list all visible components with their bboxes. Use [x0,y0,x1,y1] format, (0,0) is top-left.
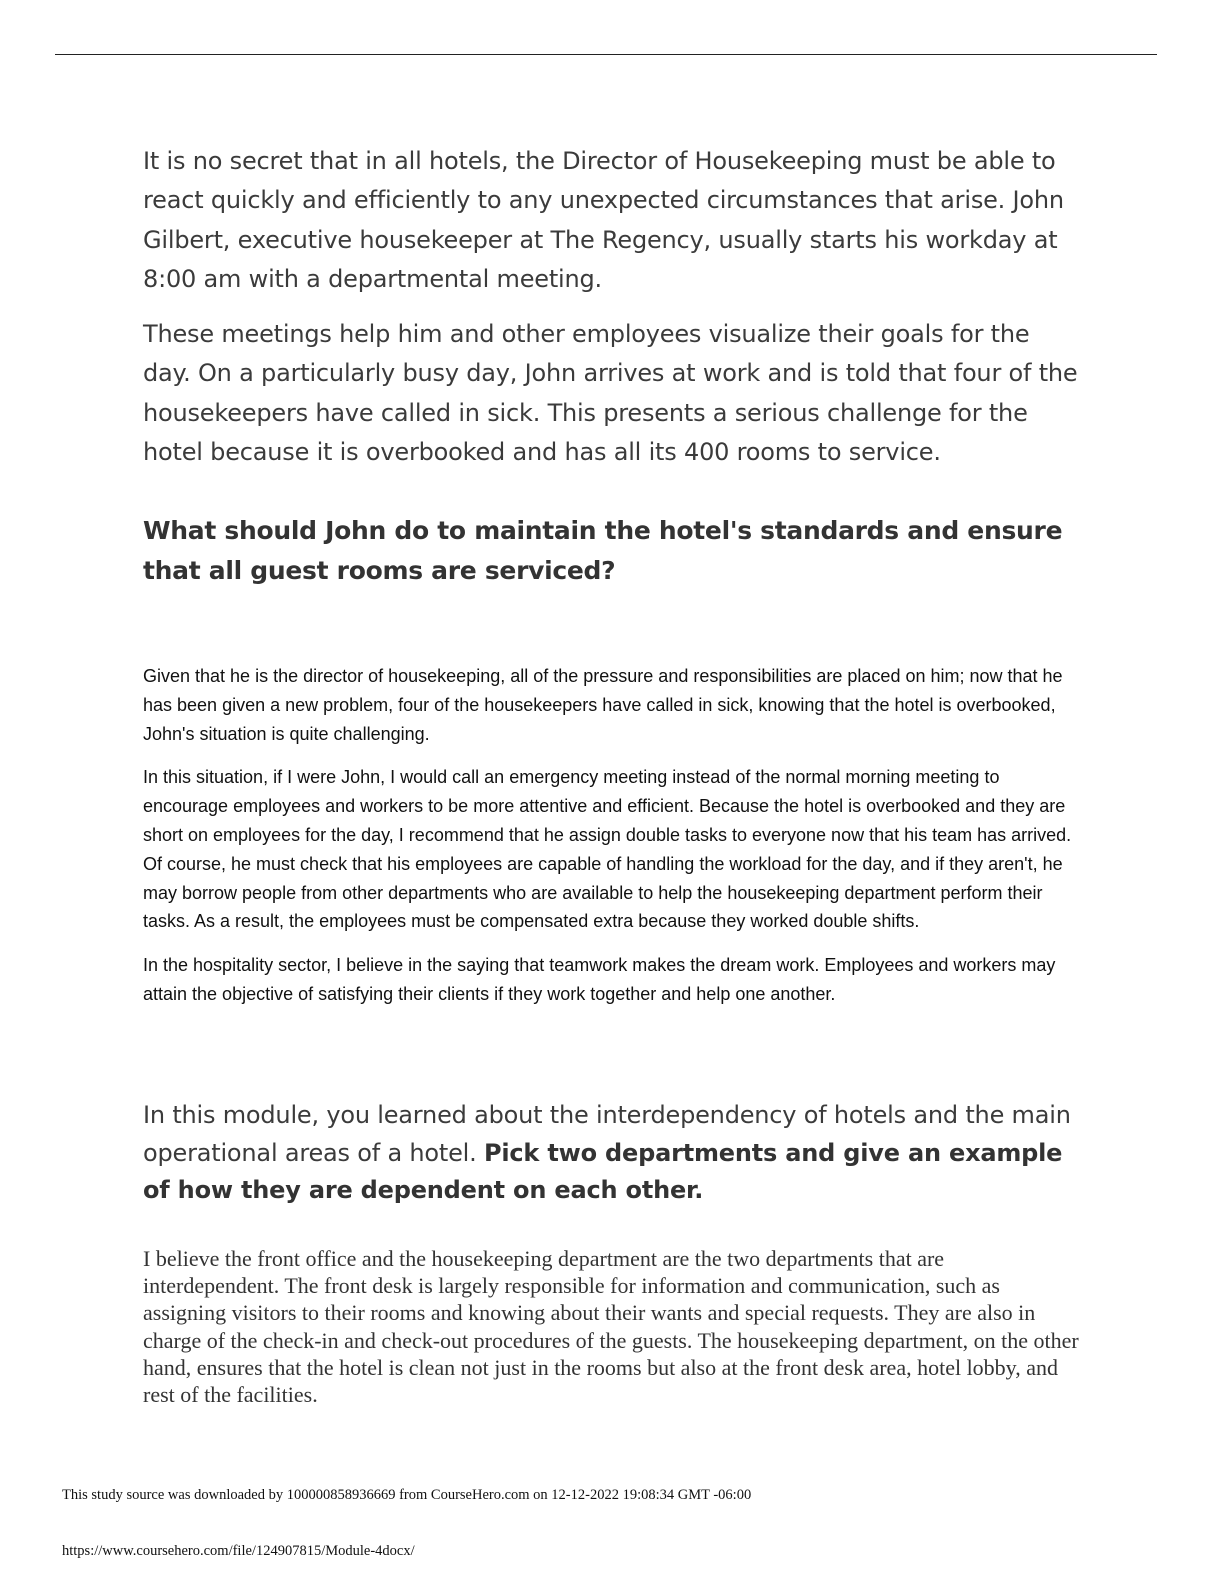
intro-section [143,142,1083,488]
module-response: I believe the front office and the housekeeping department are the two departments that are interdependent. The front desk is largely responsible for information and communication, such as assigning visitors to their rooms and knowing about their wants and special requests. They are also in charge of the check-in and check-out procedures of the guests. The housekeeping department, on the other hand, ensures that the hotel is clean not just in the rooms but also at the front desk area, hotel lobby, and rest of the facilities. [143,1246,1079,1408]
answer-paragraph-2: In this situation, if I were John, I would call an emergency meeting instead of the normal morning meeting to encourage employees and workers to be more attentive and efficient. Because the hotel is overbooked and they are short on employees for the day, I recommend that he assign double tasks to everyone now that his team has arrived. Of course, he must check that his employees are capable of handling the workload for the day, and if they aren't, he may borrow people from other departments who are available to help the housekeeping department perform their tasks. As a result, the employees must be compensated extra because they worked double shifts. [143,767,1072,932]
module-prompt [143,1097,1083,1210]
top-divider [55,54,1157,55]
answer-paragraph-1: Given that he is the director of housekeeping, all of the pressure and responsibilities are placed on him; now that he has been given a new problem, four of the housekeepers have called in sick, knowing that the hotel is overbooked, John's situation is quite challenging. [143,666,1063,744]
module-prompt-bold: Pick two departments and give an example of how they are dependent on each other. [143,1138,1063,1204]
intro-paragraph-1: It is no secret that in all hotels, the Director of Housekeeping must be able to react quickly and efficiently to any unexpected circumstances that arise. John Gilbert, executive housekeeper at The Regency, usually starts his workday at 8:00 am with a departmental meeting. [143,147,1064,293]
answer-paragraph-3: In the hospitality sector, I believe in the saying that teamwork makes the dream work. Employees and workers may attain the objective of satisfying their clients if they work together and help one another. [143,955,1056,1004]
footer-url[interactable]: https://www.coursehero.com/file/124907815/Module-4docx/ [62,1543,415,1559]
footer-source-note: This study source was downloaded by 100000858936669 from CourseHero.com on 12-12-2022 19:08:34 GMT -06:00 [62,1487,752,1503]
question-heading: What should John do to maintain the hotel's standards and ensure that all guest rooms are serviced? [143,516,1063,585]
answer-section [143,662,1073,1024]
module-prompt-lead: In this module, you learned about the interdependency of hotels and the main operational areas of a hotel. [143,1101,1071,1167]
intro-paragraph-2: These meetings help him and other employees visualize their goals for the day. On a particularly busy day, John arrives at work and is told that four of the housekeepers have called in sick. This presents a serious challenge for the hotel because it is overbooked and has all its 400 rooms to service. [143,320,1078,467]
